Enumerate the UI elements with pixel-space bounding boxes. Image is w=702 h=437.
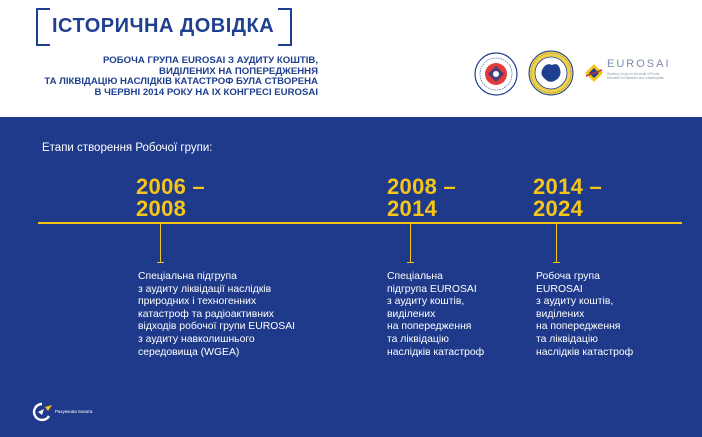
description-line: виділених: [536, 308, 585, 320]
description-line: виділених: [387, 308, 436, 320]
description-line: середовища (WGEA): [138, 346, 240, 358]
timeline-tick: [160, 224, 161, 262]
year-end: 2024: [533, 196, 584, 221]
description-line: з аудиту ліквідації наслідків: [138, 283, 272, 295]
year-start: 2014 –: [533, 174, 603, 199]
year-range: [387, 176, 456, 220]
page-title: ІСТОРИЧНА ДОВІДКА: [52, 15, 275, 37]
working-group-seal-logo: [528, 50, 574, 96]
subtitle-line: ВИДІЛЕНИХ НА ПОПЕРЕДЖЕННЯ: [159, 65, 318, 77]
header-area: [0, 0, 702, 117]
eurosai-wordmark: EUROSAI: [607, 58, 671, 70]
subtitle-line: В ЧЕРВНІ 2014 РОКУ НА IX КОНГРЕСІ EUROSAI: [94, 86, 318, 98]
description-line: катастроф та радіоактивних: [138, 308, 274, 320]
subtitle: [22, 56, 318, 98]
description-line: наслідків катастроф: [387, 346, 485, 358]
timeline-tick-foot: [553, 262, 560, 263]
accounting-chamber-logo-icon: [30, 401, 54, 423]
description-line: Робоча група: [536, 271, 600, 282]
description-line: та ліквідацію: [536, 333, 598, 345]
description-line: EUROSAI: [536, 283, 583, 295]
year-start: 2006 –: [136, 174, 206, 199]
eurosai-wg-logo: [583, 55, 673, 95]
eurosai-mark-icon: [583, 61, 605, 83]
description-line: Спеціальна: [387, 271, 443, 282]
stage-description: [387, 271, 484, 359]
stage-description: [536, 271, 633, 359]
timeline-tick: [410, 224, 411, 262]
description-line: Спеціальна підгрупа: [138, 271, 237, 282]
subtitle-line: РОБОЧА ГРУПА EUROSAI З АУДИТУ КОШТІВ,: [103, 55, 318, 66]
footer-brand: Рахункова палата: [55, 409, 93, 414]
description-line: та ліквідацію: [387, 333, 449, 345]
eurosai-wg-caption: Working Group on the Audit of Funds Allocated to Disasters and Catastrophes: [607, 72, 664, 80]
description-line: природних і техногенних: [138, 296, 257, 308]
description-line: наслідків катастроф: [536, 346, 634, 358]
eurosai-seal-logo: [474, 52, 518, 96]
timeline-tick-foot: [407, 262, 414, 263]
description-line: з аудиту коштів,: [536, 296, 614, 308]
year-start: 2008 –: [387, 174, 457, 199]
description-line: на попередження: [387, 321, 472, 333]
subtitle-line: ТА ЛІКВІДАЦІЮ НАСЛІДКІВ КАТАСТРОФ БУЛА СТВОРЕНА: [44, 76, 318, 88]
description-line: з аудиту коштів,: [387, 296, 465, 308]
description-line: відходів робочої групи EUROSAI: [138, 321, 296, 333]
description-line: підгрупа EUROSAI: [387, 283, 477, 295]
year-range: [136, 176, 205, 220]
stages-label: Етапи створення Робочої групи:: [42, 142, 213, 154]
year-end: 2008: [136, 196, 187, 221]
stage-description: [138, 271, 295, 359]
timeline-line: [38, 222, 682, 224]
title-frame: [36, 8, 292, 46]
year-end: 2014: [387, 196, 438, 221]
timeline-tick: [556, 224, 557, 262]
timeline-tick-foot: [157, 262, 164, 263]
description-line: з аудиту навколишнього: [138, 333, 255, 345]
description-line: на попередження: [536, 321, 621, 333]
year-range: [533, 176, 602, 220]
